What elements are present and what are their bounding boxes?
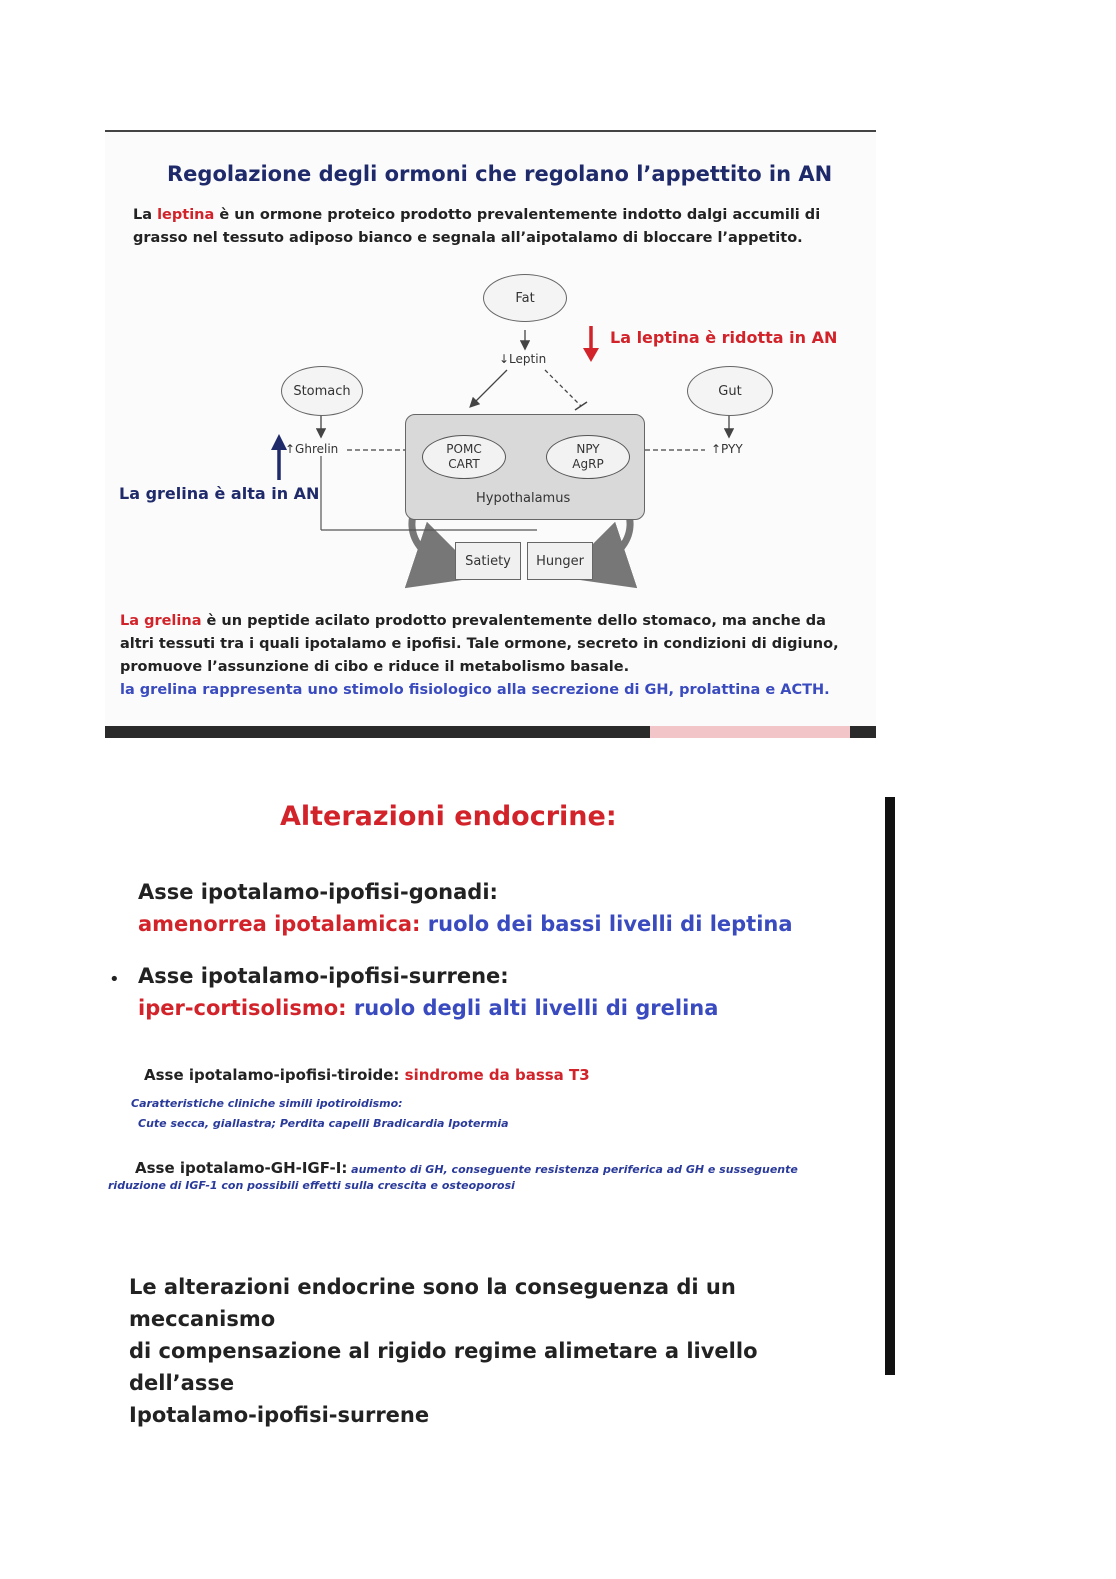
ghrelin-paragraph bbox=[120, 610, 860, 702]
conclusion-paragraph bbox=[129, 1271, 849, 1431]
ghrelin-line1: è un peptide acilato prodotto prevalentemente dello stomaco, ma anche da bbox=[201, 613, 826, 629]
appetite-diagram bbox=[105, 270, 876, 600]
axis4-note2: riduzione di IGF-1 con possibili effetti sulla crescita e osteoporosi bbox=[108, 1179, 515, 1192]
slide1-title: Regolazione degli ormoni che regolano l’appettito in AN bbox=[167, 162, 833, 186]
leptin-highlight: leptina bbox=[157, 207, 215, 223]
agrp-label: AgRP bbox=[572, 457, 604, 471]
hunger-box: Hunger bbox=[527, 542, 593, 580]
npy-label: NPY bbox=[576, 442, 600, 456]
gut-node: Gut bbox=[687, 366, 773, 416]
slide-endocrine-alterations bbox=[105, 797, 890, 1427]
stomach-node: Stomach bbox=[281, 366, 363, 416]
leptin-annotation: La leptina è ridotta in AN bbox=[610, 328, 838, 347]
bottom-bar-accent bbox=[650, 726, 850, 738]
axis1-title: Asse ipotalamo-ipofisi-gonadi: bbox=[138, 880, 498, 904]
axis1-detail bbox=[138, 912, 793, 936]
slide2-title: Alterazioni endocrine: bbox=[280, 801, 617, 832]
ghrelin-line2: altri tessuti tra i quali ipotalamo e ipofisi. Tale ormone, secreto in condizioni di digiuno, bbox=[120, 636, 839, 652]
pomc-cart-node bbox=[422, 435, 506, 479]
leptin-label: ↓Leptin bbox=[499, 352, 547, 366]
ghrelin-label: ↑Ghrelin bbox=[285, 442, 339, 456]
bullet-glyph: • bbox=[109, 969, 120, 990]
axis2-blue: ruolo degli alti livelli di grelina bbox=[346, 996, 719, 1020]
ghrelin-annotation: La grelina è alta in AN bbox=[119, 484, 320, 503]
conclusion-line1: Le alterazioni endocrine sono la conseguenza di un meccanismo bbox=[129, 1275, 736, 1331]
npy-agrp-node bbox=[546, 435, 630, 479]
axis3-note1: Caratteristiche cliniche simili ipotiroidismo: bbox=[131, 1097, 403, 1110]
conclusion-line2: di compensazione al rigido regime alimetare a livello dell’asse bbox=[129, 1339, 758, 1395]
pyy-label: ↑PYY bbox=[711, 442, 743, 456]
axis2-detail bbox=[138, 996, 718, 1020]
top-divider bbox=[105, 130, 876, 132]
bottom-bar bbox=[105, 726, 876, 738]
ghrelin-line4: la grelina rappresenta uno stimolo fisiologico alla secrezione di GH, prolattina e ACTH. bbox=[120, 682, 830, 698]
leptin-paragraph bbox=[133, 204, 853, 250]
axis4-title: Asse ipotalamo-GH-IGF-I: bbox=[135, 1159, 348, 1177]
ghrelin-highlight: La grelina bbox=[120, 613, 202, 629]
pomc-label: POMC bbox=[446, 442, 482, 456]
axis4-line bbox=[135, 1159, 798, 1177]
leptin-prefix: La bbox=[133, 207, 158, 223]
axis1-red: amenorrea ipotalamica: bbox=[138, 912, 421, 936]
hypothalamus-label: Hypothalamus bbox=[476, 491, 571, 506]
hypothalamus-box bbox=[405, 414, 645, 520]
cart-label: CART bbox=[448, 457, 480, 471]
slide-appetite-hormones bbox=[105, 130, 876, 738]
axis3-note2: Cute secca, giallastra; Perdita capelli Bradicardia Ipotermia bbox=[138, 1117, 509, 1130]
axis3-title: Asse ipotalamo-ipofisi-tiroide: bbox=[144, 1066, 400, 1084]
axis2-red: iper-cortisolismo: bbox=[138, 996, 347, 1020]
right-edge-bar bbox=[885, 797, 895, 1375]
fat-node: Fat bbox=[483, 274, 567, 322]
ghrelin-line3: promuove l’assunzione di cibo e riduce il metabolismo basale. bbox=[120, 659, 630, 675]
axis3-line bbox=[144, 1066, 590, 1084]
satiety-box: Satiety bbox=[455, 542, 521, 580]
leptin-text: è un ormone proteico prodotto prevalentemente indotto dalgi accumili di grasso nel tessuto adiposo bianco e segnala all’aipotalamo di bloccare l’appetito. bbox=[133, 207, 821, 246]
conclusion-line3: Ipotalamo-ipofisi-surrene bbox=[129, 1403, 430, 1427]
axis4-note1: aumento di GH, conseguente resistenza periferica ad GH e susseguente bbox=[347, 1163, 798, 1176]
axis3-red: sindrome da bassa T3 bbox=[399, 1066, 590, 1084]
axis2-title: Asse ipotalamo-ipofisi-surrene: bbox=[138, 964, 509, 988]
axis1-blue: ruolo dei bassi livelli di leptina bbox=[420, 912, 793, 936]
